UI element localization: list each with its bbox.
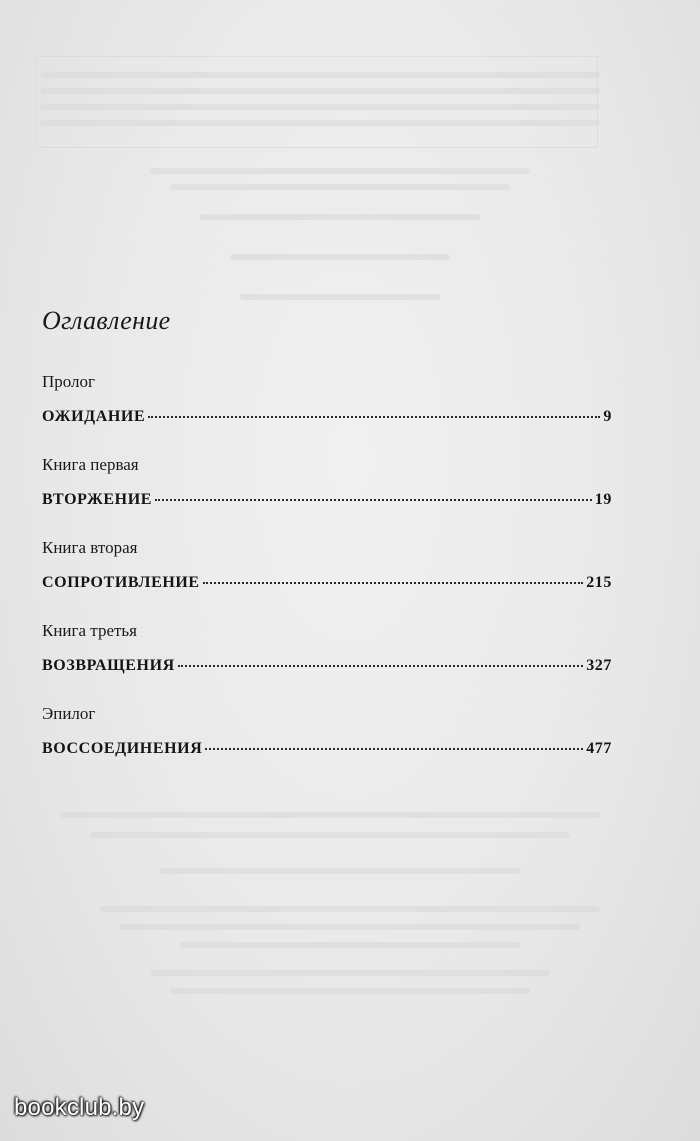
page-number: 9 (603, 408, 612, 425)
toc-entry-book-three[interactable] (42, 621, 612, 704)
section-title: СОПРОТИВЛЕНИЕ (42, 574, 200, 591)
toc-title-row (42, 574, 612, 592)
section-title: ОЖИДАНИЕ (42, 408, 146, 425)
bleed-through-line (180, 942, 520, 948)
part-label: Книга вторая (42, 538, 138, 557)
page-number: 327 (586, 657, 612, 674)
bleed-through-line (40, 120, 600, 126)
bleed-through-line (150, 168, 530, 174)
bleed-through-line (40, 88, 600, 94)
section-title: ВОЗВРАЩЕНИЯ (42, 657, 175, 674)
bleed-through-line (60, 812, 600, 818)
part-label: Эпилог (42, 704, 96, 723)
section-title: ВОССОЕДИНЕНИЯ (42, 740, 203, 757)
toc-heading: Оглавление (42, 306, 171, 335)
toc-entry-prologue[interactable] (42, 372, 612, 455)
bleed-through-line (40, 72, 600, 78)
toc-title-row (42, 657, 612, 675)
bleed-through-line (90, 832, 570, 838)
toc-title-row (42, 491, 612, 509)
section-title: ВТОРЖЕНИЕ (42, 491, 153, 508)
dot-leader (205, 748, 583, 750)
part-label: Пролог (42, 372, 96, 391)
bleed-through-line (170, 988, 530, 994)
toc-entry-book-one[interactable] (42, 455, 612, 538)
page-number: 19 (594, 491, 612, 508)
toc-entry-book-two[interactable] (42, 538, 612, 621)
watermark: bookclub.by (14, 1094, 145, 1121)
dot-leader (155, 499, 592, 501)
bleed-through-line (200, 214, 480, 220)
bleed-through-line (230, 254, 450, 260)
bleed-through-line (100, 906, 600, 912)
part-label: Книга третья (42, 621, 137, 640)
page-number: 215 (586, 574, 612, 591)
bleed-through-line (170, 184, 510, 190)
bleed-through-box (36, 56, 598, 148)
bleed-through-line (150, 970, 550, 976)
toc-title-row (42, 740, 612, 758)
page-number: 477 (586, 740, 612, 757)
toc-title-row (42, 408, 612, 426)
dot-leader (148, 416, 600, 418)
part-label: Книга первая (42, 455, 139, 474)
bleed-through-line (240, 294, 440, 300)
bleed-through-line (40, 104, 600, 110)
dot-leader (178, 665, 583, 667)
dot-leader (203, 582, 583, 584)
bleed-through-line (160, 868, 520, 874)
toc-entry-epilogue[interactable] (42, 704, 612, 787)
bleed-through-line (120, 924, 580, 930)
table-of-contents (42, 372, 612, 787)
